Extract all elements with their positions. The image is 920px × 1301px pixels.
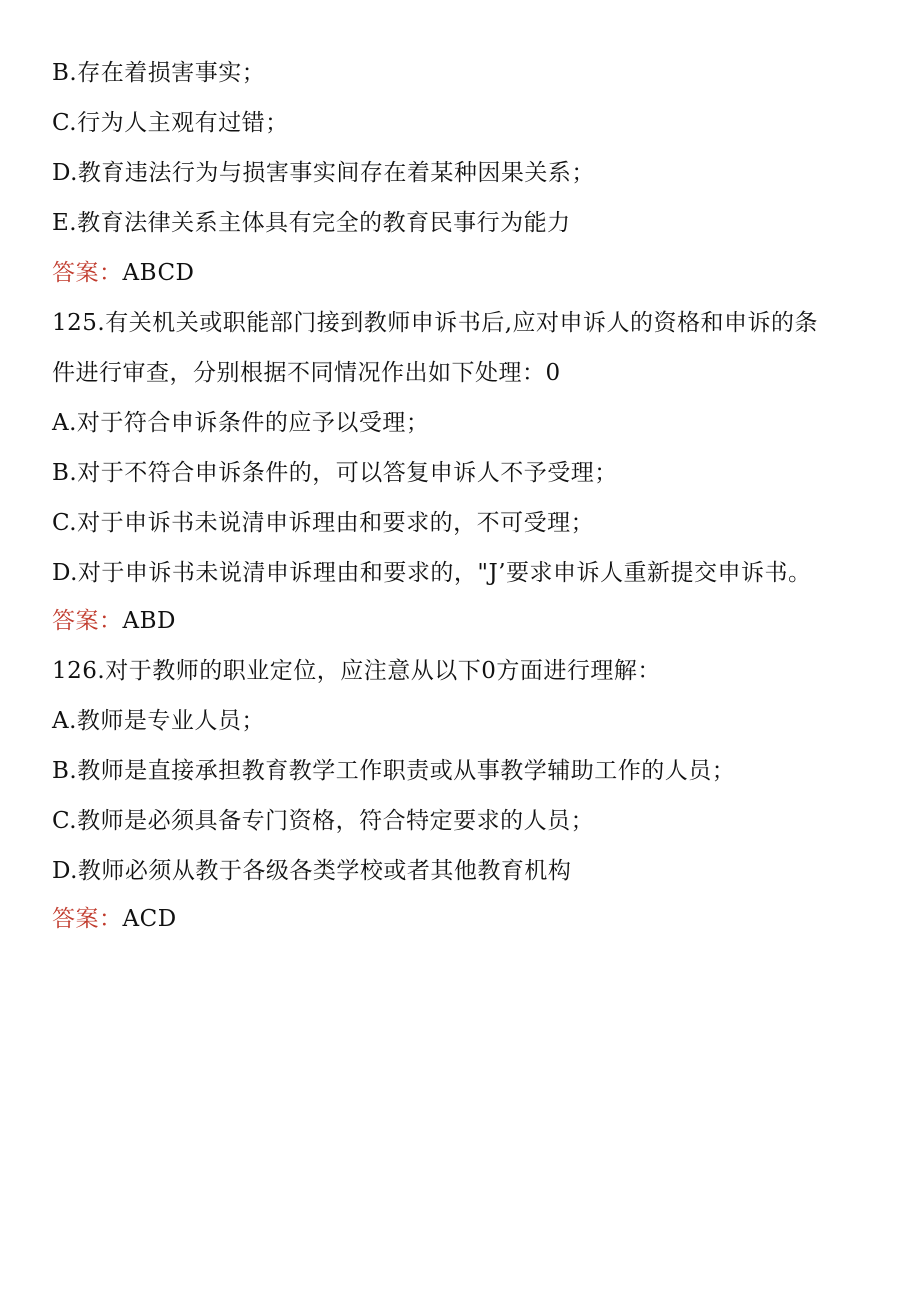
- q125-stem-line2: 件进行审查，分别根据不同情况作出如下处理：0: [52, 360, 561, 386]
- q126-option-c: C.教师是必须具备专门资格，符合特定要求的人员；: [52, 808, 595, 834]
- answer-value: ABCD: [122, 260, 195, 286]
- q126-option-b: B.教师是直接承担教育教学工作职责或从事教学辅助工作的人员；: [52, 758, 736, 784]
- q126-stem: 126.对于教师的职业定位，应注意从以下0方面进行理解：: [52, 658, 661, 684]
- q125-option-c: C.对于申诉书未说清申诉理由和要求的，不可受理；: [52, 510, 595, 536]
- q126-answer: [52, 904, 177, 934]
- q125-option-d: D.对于申诉书未说清申诉理由和要求的，"J’要求申诉人重新提交申诉书。: [52, 560, 812, 586]
- q126-option-a: A.教师是专业人员；: [52, 708, 265, 734]
- q124-option-b: B.存在着损害事实；: [52, 60, 266, 86]
- q124-option-c: C.行为人主观有过错；: [52, 110, 289, 136]
- answer-label: 答案：: [52, 260, 123, 286]
- q125-option-b: B.对于不符合申诉条件的，可以答复申诉人不予受理；: [52, 460, 618, 486]
- q125-answer: [52, 606, 176, 636]
- answer-label: 答案：: [52, 906, 123, 932]
- q125-option-a: A.对于符合申诉条件的应予以受理；: [52, 410, 430, 436]
- q124-answer: [52, 258, 194, 288]
- q124-option-d: D.教育违法行为与损害事实间存在着某种因果关系；: [52, 160, 595, 186]
- q125-stem-line1: 125.有关机关或职能部门接到教师申诉书后,应对申诉人的资格和申诉的条: [52, 310, 819, 336]
- q126-option-d: D.教师必须从教于各级各类学校或者其他教育机构: [52, 858, 572, 884]
- answer-label: 答案：: [52, 608, 123, 634]
- answer-value: ABD: [122, 608, 176, 634]
- q124-option-e: E.教育法律关系主体具有完全的教育民事行为能力: [52, 210, 571, 236]
- answer-value: ACD: [122, 906, 177, 932]
